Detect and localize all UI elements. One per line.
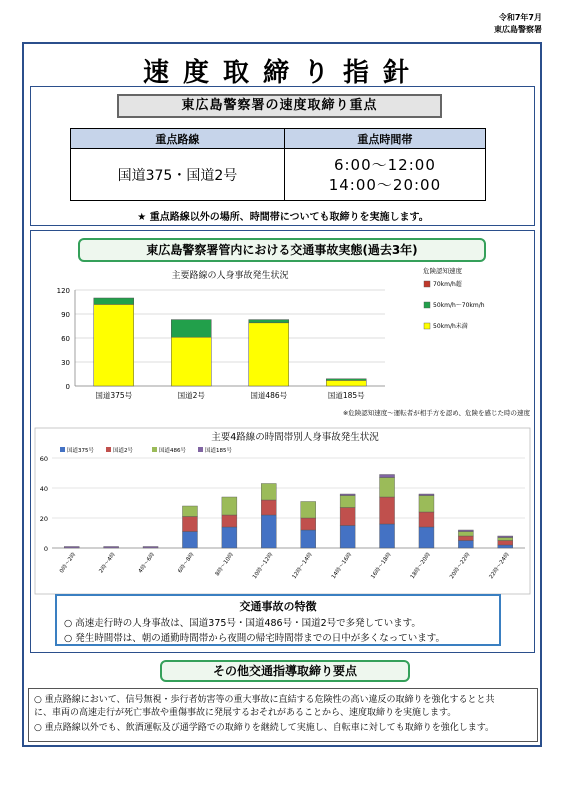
chart1-bar (249, 320, 289, 323)
priority-banner: 東広島警察署の速度取締り重点 (117, 94, 442, 118)
chart2-xtick: 2時～4時 (98, 551, 117, 575)
chart2-legend-swatch (60, 447, 65, 452)
chart1-bar (94, 298, 134, 304)
chart2-xtick: 12時～14時 (291, 551, 314, 581)
features-title: 交通事故の特徴 (239, 600, 317, 613)
chart1-legend-swatch (424, 302, 430, 308)
chart1-ytick: 90 (61, 311, 70, 319)
other-line-2: に、車両の高速走行が死亡事故や重傷事故に発展するおそれがあることから、速度取締りを実施します。 (34, 708, 457, 718)
chart2-bar (64, 547, 79, 549)
chart2-ytick: 40 (39, 485, 48, 493)
chart1-bar (249, 323, 289, 386)
feature-line-1: ○ 高速走行時の人身事故は、国道375号・国道486号・国道2号で多発しています。 (64, 618, 421, 629)
priority-route: 国道375・国道2号 (71, 149, 285, 201)
header-block (494, 12, 542, 36)
priority-time-1: 6:00～12:00 (333, 155, 436, 174)
chart2-xtick: 6時～8時 (177, 551, 196, 575)
chart2-bar (261, 500, 276, 515)
chart2-bar (104, 547, 119, 549)
chart2-bar (340, 494, 355, 496)
chart2-legend-swatch (106, 447, 111, 452)
chart2-bar (498, 536, 513, 538)
feature-line-2: ○ 発生時間帯は、朝の通勤時間帯から夜間の帰宅時間帯までの日中が多くなっています。 (64, 633, 446, 644)
chart2-bar (222, 497, 237, 515)
chart2-bar (380, 478, 395, 498)
chart2-bar (498, 538, 513, 541)
priority-table (70, 128, 486, 201)
header-org: 東広島警察署 (494, 25, 542, 34)
chart2-bar (419, 527, 434, 548)
chart2-legend-label: 国道2号 (113, 448, 133, 454)
route-accident-chart (30, 266, 535, 421)
time-accident-chart (30, 426, 535, 596)
chart1-bar (326, 379, 366, 381)
chart1-bar (171, 337, 211, 386)
chart2-legend-swatch (152, 447, 157, 452)
chart1-footnote: ※危険認知速度～運転者が相手方を認め、危険を感じた時の速度 (342, 409, 530, 417)
chart2-bar (498, 541, 513, 546)
chart2-bar (380, 524, 395, 548)
chart2-legend-swatch (198, 447, 203, 452)
chart1-legend-swatch (424, 281, 430, 287)
chart2-bar (301, 518, 316, 530)
chart2-bar (498, 545, 513, 548)
priority-times (284, 149, 485, 201)
chart1-xtick: 国道486号 (250, 391, 288, 400)
chart2-bar (261, 484, 276, 501)
chart1-bar (171, 320, 211, 338)
chart2-bar (222, 527, 237, 548)
page-title: 速度取締り指針 (142, 58, 423, 88)
chart2-bar (380, 475, 395, 478)
chart1-legend-swatch (424, 323, 430, 329)
chart2-bar (419, 496, 434, 513)
chart2-bar (143, 547, 158, 549)
chart2-bar (458, 530, 473, 532)
chart2-xtick: 22時～24時 (488, 551, 511, 581)
chart2-bar (340, 526, 355, 549)
chart2-xtick: 14時～16時 (330, 551, 354, 581)
chart1-legend-label: 70km/h超 (433, 281, 462, 288)
chart2-bar (419, 512, 434, 527)
chart1-ytick: 30 (61, 359, 70, 367)
priority-note: ★ 重点路線以外の場所、時間帯についても取締りを実施します。 (137, 212, 429, 223)
chart2-bar (419, 494, 434, 496)
chart2-bar (182, 532, 197, 549)
chart2-bar (182, 506, 197, 517)
chart2-bar (458, 532, 473, 537)
chart1-legend-label: 50km/h～70km/h (433, 302, 485, 309)
col-time-header: 重点時間帯 (284, 129, 485, 149)
chart2-ytick: 60 (39, 455, 48, 463)
chart2-title: 主要4路線の時間帯別人身事故発生状況 (211, 432, 379, 443)
chart2-xtick: 20時～22時 (449, 551, 472, 581)
chart2-ytick: 0 (43, 545, 48, 553)
chart2-bar (222, 515, 237, 527)
chart2-bar (458, 536, 473, 541)
chart2-xtick: 10時～12時 (252, 551, 275, 581)
header-date: 令和7年7月 (498, 13, 542, 22)
chart2-xtick: 16時～18時 (370, 551, 393, 581)
chart2-bar (261, 515, 276, 548)
chart1-ytick: 120 (56, 287, 70, 295)
chart2-bar (340, 508, 355, 526)
chart1-ytick: 0 (65, 383, 70, 391)
chart1-legend-title: 危険認知速度 (423, 267, 462, 275)
chart2-xtick: 8時～10時 (214, 551, 236, 578)
chart1-xtick: 国道2号 (177, 391, 205, 400)
chart1-xtick: 国道375号 (95, 391, 133, 400)
chart2-legend-label: 国道486号 (159, 448, 186, 454)
chart2-bar (340, 496, 355, 508)
accident-banner: 東広島警察署管内における交通事故実態(過去3年) (78, 238, 486, 262)
chart2-xtick: 18時～20時 (409, 551, 433, 581)
chart2-bar (458, 541, 473, 549)
chart1-ytick: 60 (61, 335, 70, 343)
chart1-title: 主要路線の人身事故発生状況 (171, 271, 289, 281)
chart2-bar (301, 502, 316, 519)
chart2-bar (380, 497, 395, 524)
other-banner: その他交通指導取締り要点 (160, 660, 410, 682)
chart1-xtick: 国道185号 (327, 391, 365, 400)
chart2-ytick: 20 (39, 515, 48, 523)
chart1-bar (94, 304, 134, 386)
chart2-bar (182, 517, 197, 532)
chart2-legend-label: 国道185号 (205, 448, 232, 454)
col-route-header: 重点路線 (71, 129, 285, 149)
priority-time-2: 14:00～20:00 (328, 175, 442, 194)
chart1-legend-label: 50km/h未満 (433, 323, 468, 330)
chart2-xtick: 0時～2時 (58, 551, 78, 575)
chart2-legend-label: 国道375号 (67, 448, 94, 454)
other-line-1: ○ 重点路線において、信号無視・歩行者妨害等の重大事故に直結する危険性の高い違反の取締りを強化するとと共 (34, 695, 495, 705)
chart2-xtick: 4時～6時 (137, 551, 157, 575)
chart1-bar (326, 380, 366, 386)
chart2-bar (301, 530, 316, 548)
other-line-3: ○ 重点路線以外でも、飲酒運転及び通学路での取締りを継続して実施し、自転車に対しても取締りを強化します。 (34, 723, 494, 733)
